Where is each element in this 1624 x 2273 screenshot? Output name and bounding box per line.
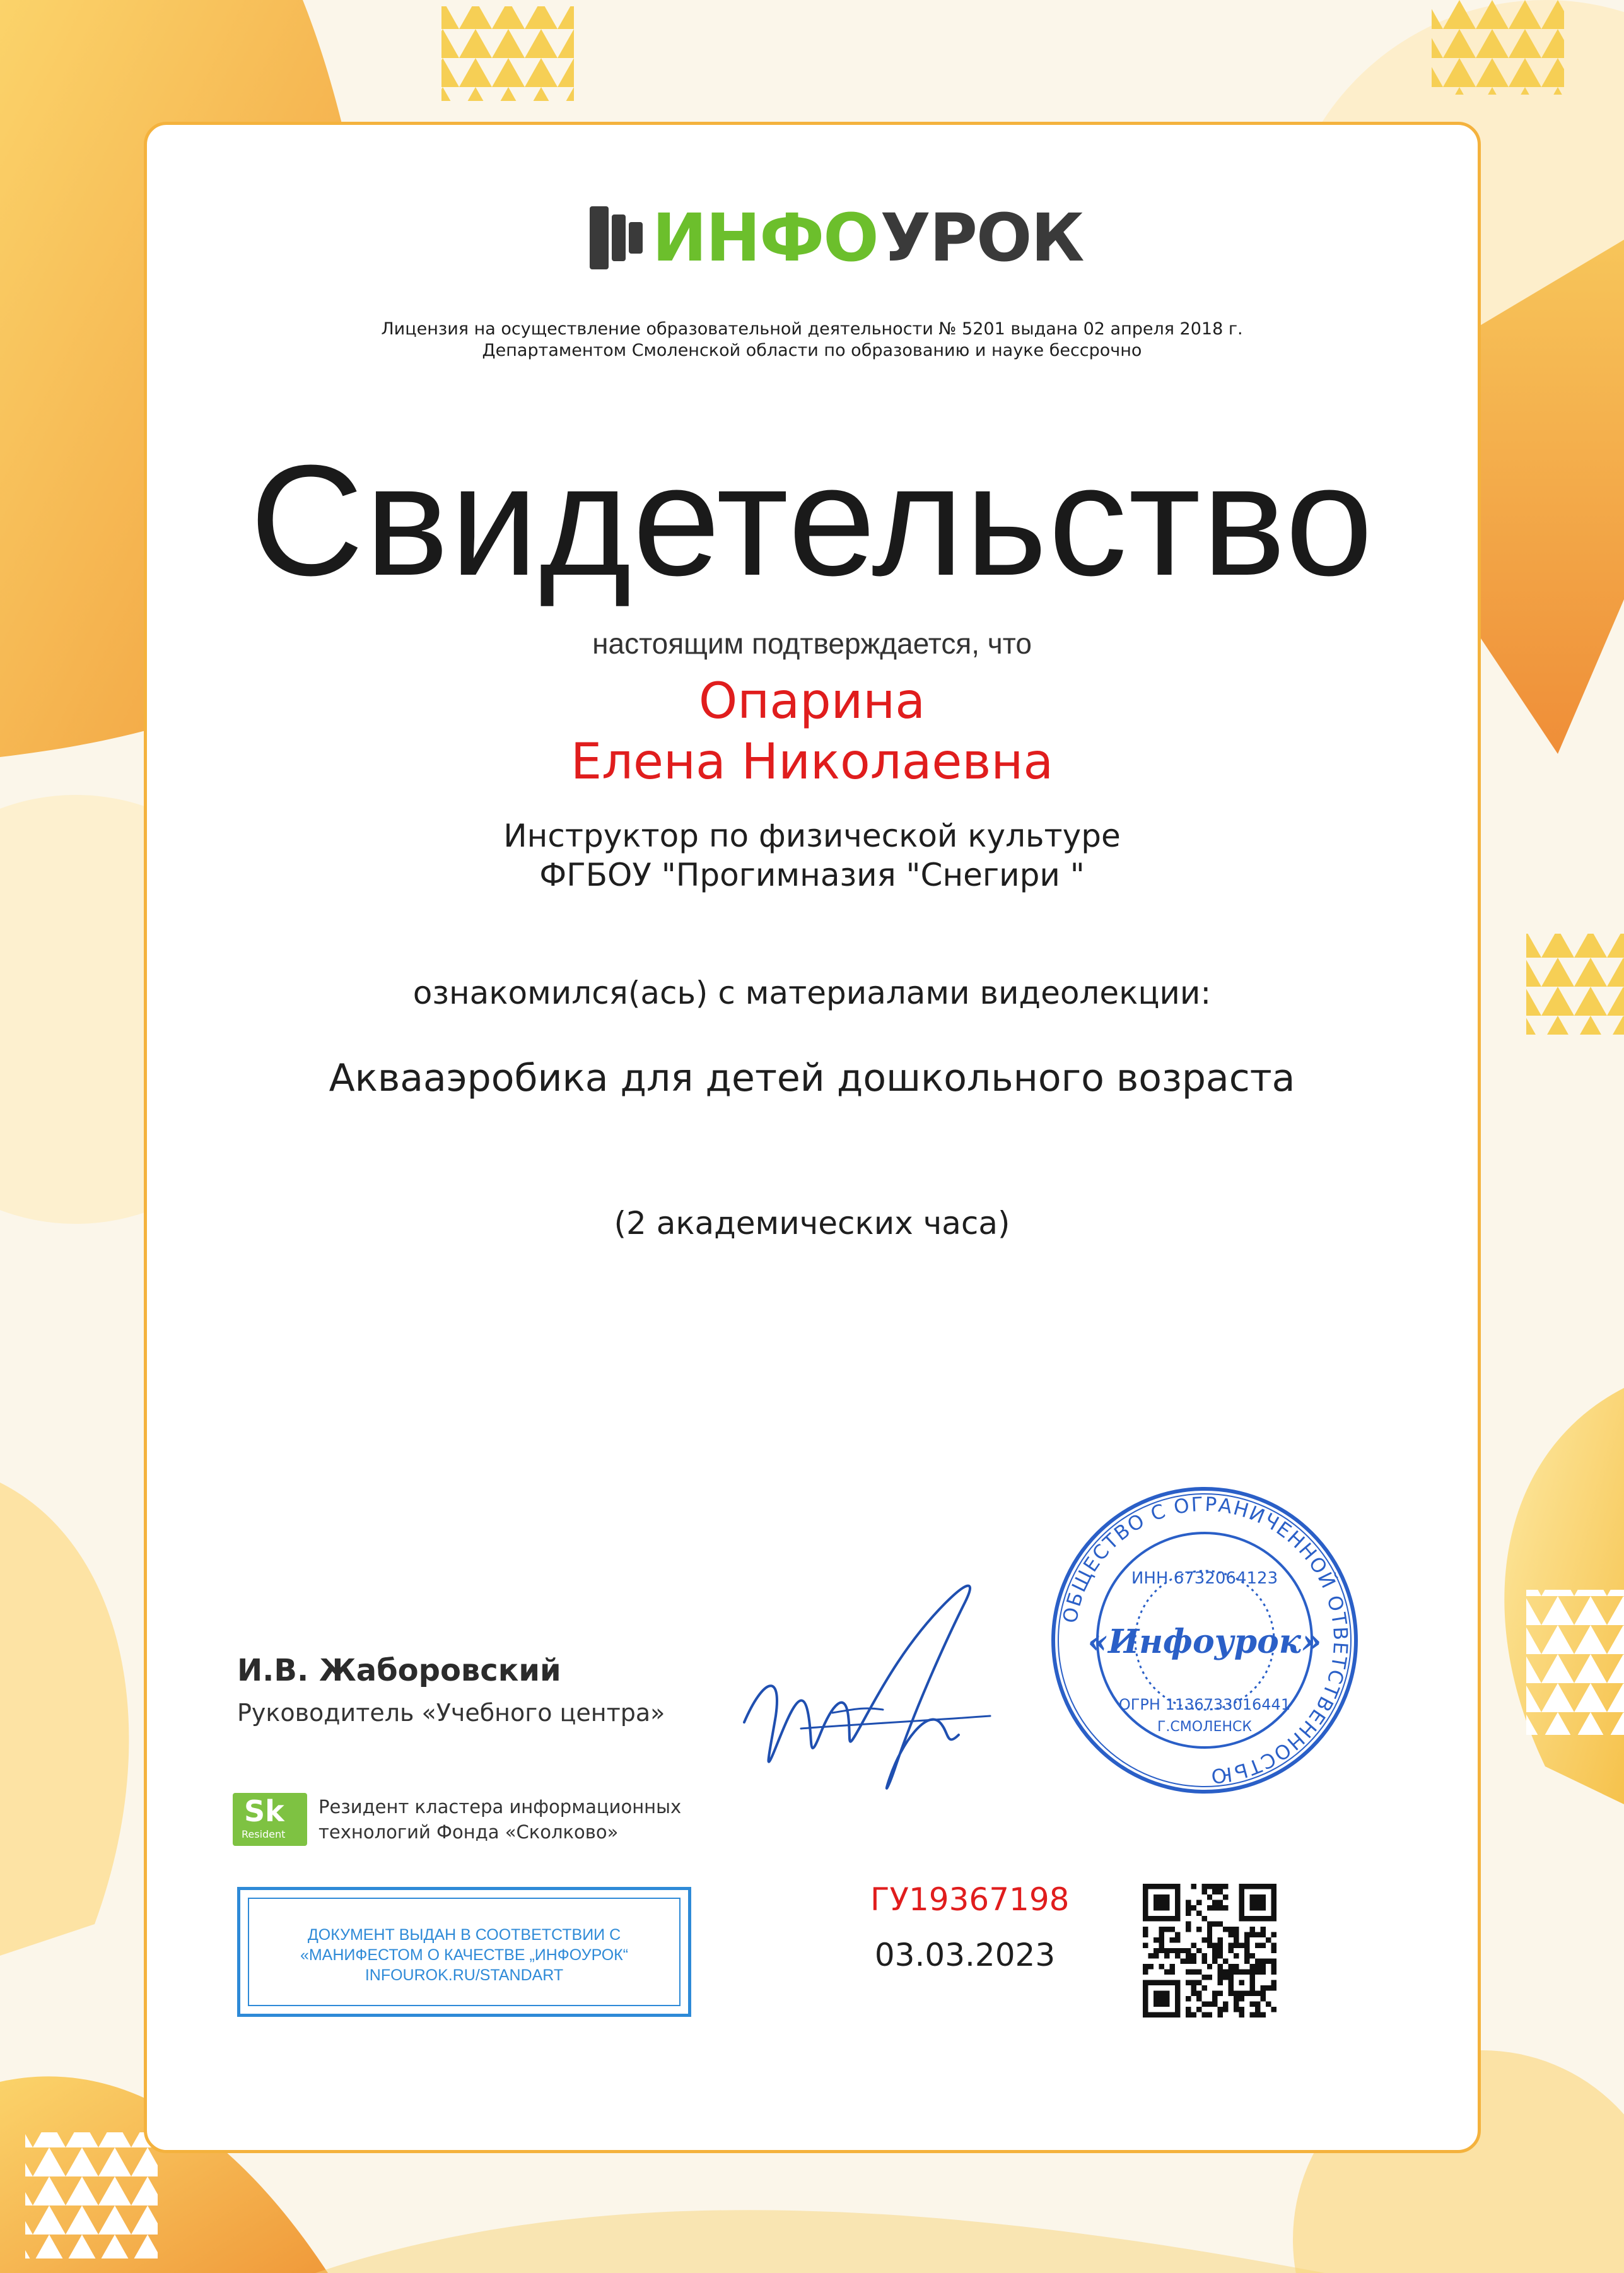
manifest-line-2: «МАНИФЕСТОМ О КАЧЕСТВЕ „ИНФОУРОК“ bbox=[300, 1946, 629, 1964]
manifest-line-3: INFOUROK.RU/STANDART bbox=[365, 1966, 564, 1984]
recipient-name bbox=[0, 671, 1624, 792]
document-number: ГУ19367198 bbox=[870, 1881, 1070, 1918]
stamp-inn: ИНН 6732064123 bbox=[1131, 1569, 1278, 1588]
skolkovo-line-1: Резидент кластера информационных bbox=[318, 1796, 682, 1818]
skolkovo-logo bbox=[233, 1793, 307, 1846]
certificate-title: Свидетельство bbox=[250, 432, 1374, 608]
logo-text-urok: УРОК bbox=[880, 199, 1084, 276]
infourok-logo-mark-icon bbox=[587, 203, 650, 273]
course-title: Аквааэробика для детей дошкольного возраста bbox=[329, 1056, 1295, 1100]
stamp-center-text: «Инфоурок» bbox=[1087, 1623, 1322, 1661]
infourok-logo bbox=[587, 199, 1084, 276]
license-text bbox=[0, 319, 1624, 361]
recipient-job-title: Инструктор по физической культуре bbox=[503, 818, 1121, 854]
manifest-line-1: ДОКУМЕНТ ВЫДАН В СООТВЕТСТВИИ С bbox=[307, 1926, 621, 1944]
skolkovo-resident-text bbox=[318, 1794, 681, 1845]
recipient-position bbox=[0, 816, 1624, 895]
recipient-given-names: Елена Николаевна bbox=[570, 734, 1054, 790]
skolkovo-logo-small: Resident bbox=[242, 1828, 286, 1840]
course-hours: (2 академических часа) bbox=[614, 1205, 1010, 1242]
certificate-card bbox=[144, 122, 1481, 2153]
stamp-ogrn: ОГРН 1136733016441 bbox=[1118, 1696, 1291, 1713]
license-line-2: Департаментом Смоленской области по образованию и науке бессрочно bbox=[482, 341, 1142, 360]
organization-stamp bbox=[1047, 1470, 1362, 1811]
recipient-surname: Опарина bbox=[698, 673, 926, 730]
subtitle: настоящим подтверждается, что bbox=[592, 627, 1032, 660]
stamp-city: Г.СМОЛЕНСК bbox=[1157, 1719, 1253, 1735]
stamp-ring-text: ОБЩЕСТВО С ОГРАНИЧЕННОЙ ОТВЕТСТВЕННОСТЬЮ bbox=[1058, 1493, 1352, 1788]
license-line-1: Лицензия на осуществление образовательной деятельности № 5201 выдана 02 апреля 2018 г. bbox=[381, 319, 1243, 339]
document-date: 03.03.2023 bbox=[874, 1937, 1056, 1973]
qr-code[interactable] bbox=[1143, 1884, 1276, 2018]
signer-role: Руководитель «Учебного центра» bbox=[237, 1699, 665, 1727]
logo-text-info: ИНФО bbox=[652, 199, 878, 276]
skolkovo-line-2: технологий Фонда «Сколково» bbox=[318, 1821, 619, 1843]
skolkovo-logo-big: Sk bbox=[244, 1794, 284, 1828]
manifest-box bbox=[237, 1887, 691, 2017]
intro-text: ознакомился(ась) с материалами видеолекции: bbox=[412, 975, 1212, 1011]
signer-name: И.В. Жаборовский bbox=[237, 1653, 561, 1688]
handwritten-signature bbox=[738, 1565, 996, 1804]
recipient-organization: ФГБОУ "Прогимназия "Снегири " bbox=[539, 857, 1085, 893]
